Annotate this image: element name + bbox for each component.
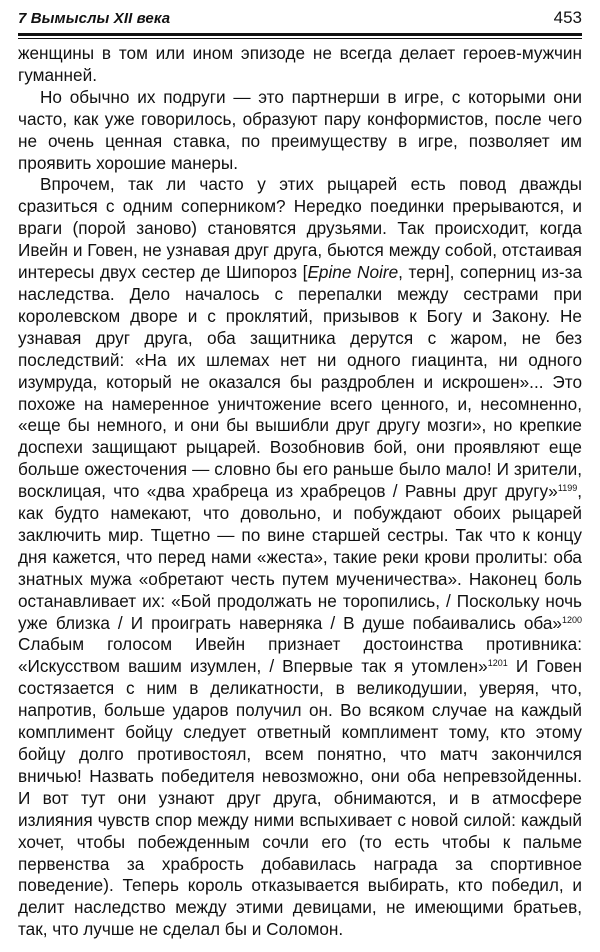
footnote-ref-1200: 1200 [561,614,582,625]
running-head: 7 Вымыслы XII века [18,10,171,27]
paragraph-3-part-b: , терн], соперниц из-за наследства. Дело началось с перепалки между сестрами при королевском дворе и с проклятий, призывов к Богу и Закону. Не узнавая друг друга, оба защитника дерутся с жаром, не без последствий: «На их шлемах нет ни одного гиацинта, ни одного изумруда, который не оказался бы раздроблен и искрошен»... Это похоже на намеренное уничтожение всего ценного, и, несомненно, «еще бы немного, и они бы вышибли друг другу мозги», но крепкие доспехи защищают рыцарей. Возобновив бой, они проявляют еще больше ожесточения — словно бы его раньше было мало! И зрители, восклицая, что «два храбреца из храбрецов / Равны друг другу» [18,262,583,502]
body-text [18,43,582,941]
paragraph-2: Но обычно их подруги — это партнерши в игре, с которыми они часто, как уже говорилось, образуют пару конформистов, после чего не очень ценная ставка, по преимуществу в игре, позволяет им проявить хорошие манеры. [18,86,582,173]
paragraph-1: женщины в том или ином эпизоде не всегда делает героев-мужчин гуманней. [18,43,582,85]
footnote-ref-1201: 1201 [487,658,508,669]
header-rule-thick [18,33,582,36]
paragraph-3-part-a: Впрочем, так ли часто у этих рыцарей есть повод дважды сразиться с одним соперником? Нередко поединки прерываются, и враги (порой заново) становятся друзьями. Так происходит, когда Ивейн и Говен, не узнавая друг друга, бьются между собой, отстаивая интересы двух сестер де Шипороз [ [18,174,582,283]
paragraph-3-part-d: Слабым голосом Ивейн признает достоинства противника: «Искусством вашим изумлен, / Впервые так я утомлен» [18,634,582,677]
latin-term: Epine Noire [307,262,399,283]
page-number: 453 [553,8,582,27]
paragraph-3-part-e: И Говен состязается с ним в деликатности, в великодушии, уверяя, что, напротив, больше ударов получил он. Во всяком случае на каждый комплимент бойцу следует ответный комплимент тому, кто этому бойцу долго противостоял, всем понятно, что матч закончился вничью! Назвать победителя невозможно, они оба непревзойденны. И вот тут они узнают друг друга, обнимаются, и в атмосфере излияния чувств спор между ними вспыхивает с новой силой: каждый хочет, чтобы побежденным сочли его (то есть чтобы к пальме первенства за храбрость добавилась награда за спортивное поведение). Теперь король отказывается выбирать, кто победил, и делит наследство между этими девицами, не имеющими братьев, так, что лучше не сделал бы и Соломон. [18,656,582,940]
footnote-ref-1199: 1199 [557,483,578,494]
paragraph-3-part-c: , как будто намекают, что довольно, и побуждают обоих рыцарей заключить мир. Тщетно — по вине старшей сестры. Так что к концу дня кажется, что перед нами «жеста», такие реки крови пролиты: оба знатных мужа «обретают честь путем мученичества». Наконец боль останавливает их: «Бой продолжать не торопились, / Поскольку ночь уже близка / И проиграть наверняка / В душе побаивались оба» [18,481,582,633]
header-rule-thin [18,38,582,39]
paragraph-3 [18,174,582,941]
